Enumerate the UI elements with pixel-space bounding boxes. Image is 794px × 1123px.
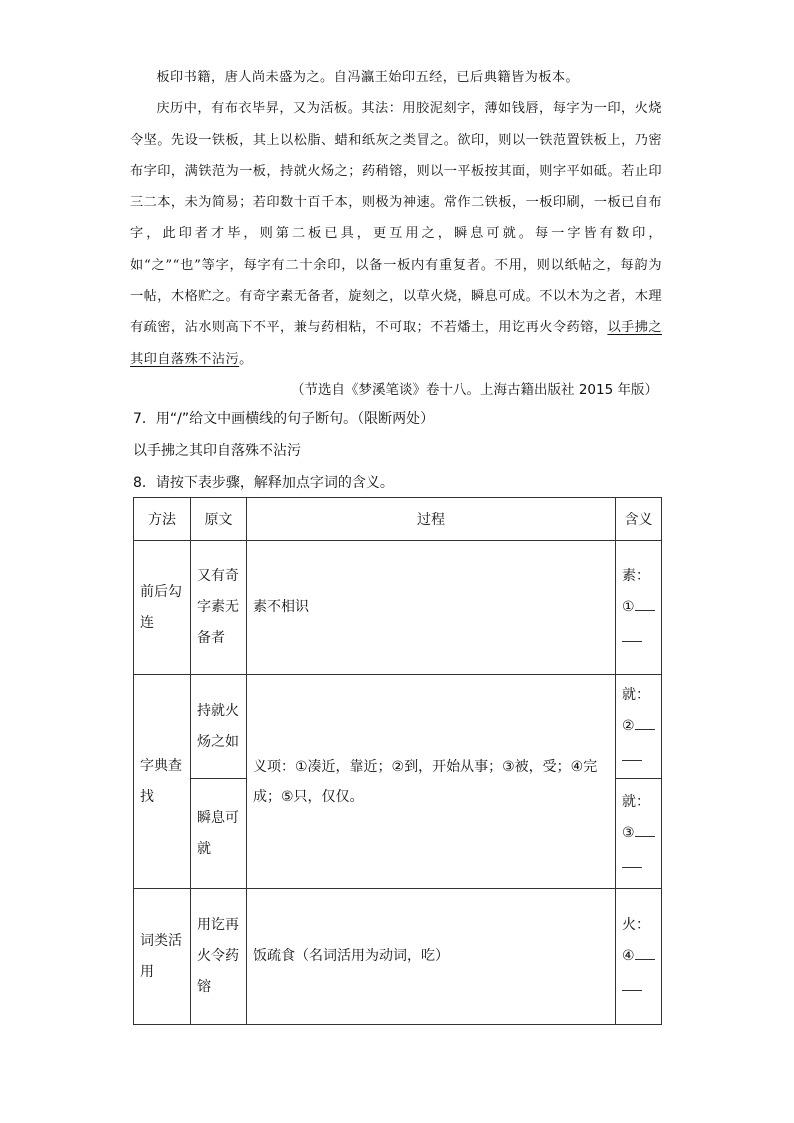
answer-number: ④: [622, 948, 635, 964]
answer-number: ③: [622, 825, 635, 841]
answer-blank-continued: [622, 978, 642, 991]
meaning-char: 火：: [622, 917, 650, 933]
passage-paragraph-1: 板印书籍，唐人尚未盛为之。自冯瀛王始印五经，已后典籍皆为板本。: [156, 70, 580, 85]
table-header-row: [134, 498, 662, 541]
method-cell: 词类活用: [134, 889, 191, 1025]
question-7-prompt: 7．用“/”给文中画横线的句子断句。（限断两处）: [133, 411, 435, 427]
original-cell: 又有奇字素无备者: [191, 541, 247, 675]
answer-blank-continued: [622, 855, 642, 868]
steps-table: [133, 497, 662, 1025]
header-meaning: 含义: [616, 498, 662, 541]
classical-passage: [130, 62, 662, 375]
process-cell: 饭疏食（名词活用为动词，吃）: [247, 889, 616, 1025]
meaning-cell: [616, 889, 662, 1025]
process-cell: 素不相识: [247, 541, 616, 675]
answer-number: ②: [622, 718, 635, 734]
table-row: [134, 675, 662, 779]
meaning-char: 就：: [622, 687, 650, 703]
method-cell: 前后勾连: [134, 541, 191, 675]
meaning-cell: [616, 779, 662, 889]
header-original: 原文: [191, 498, 247, 541]
original-cell: 持就火炀之如: [191, 675, 247, 779]
original-cell: 瞬息可就: [191, 779, 247, 889]
underlined-sentence: 以手拂之其印自落殊不沾污: [130, 320, 662, 367]
answer-blank-continued: [622, 629, 642, 642]
answer-blank[interactable]: [635, 824, 655, 837]
meaning-cell: [616, 541, 662, 675]
answer-blank[interactable]: [635, 717, 655, 730]
passage-period: 。: [239, 351, 253, 367]
source-citation: （节选自《梦溪笔谈》卷十八。上海古籍出版社 2015 年版）: [291, 382, 658, 398]
answer-blank[interactable]: [635, 947, 655, 960]
header-method: 方法: [134, 498, 191, 541]
table-row: [134, 889, 662, 1025]
original-cell: 用讫再火令药镕: [191, 889, 247, 1025]
meaning-char: 就：: [622, 794, 650, 810]
meaning-cell: [616, 675, 662, 779]
meaning-char: 素：: [622, 568, 650, 584]
question-7-sentence: 以手拂之其印自落殊不沾污: [133, 443, 301, 459]
question-8-prompt: 8．请按下表步骤，解释加点字词的含义。: [133, 475, 394, 491]
answer-blank-continued: [622, 748, 642, 761]
passage-paragraph-2: [130, 93, 662, 375]
answer-number: ①: [622, 599, 635, 615]
answer-blank[interactable]: [635, 598, 655, 611]
method-cell: 字典查找: [134, 675, 191, 889]
table-row: [134, 541, 662, 675]
header-process: 过程: [247, 498, 616, 541]
process-cell: 义项：①凑近，靠近；②到，开始从事；③被，受；④完成；⑤只，仅仅。: [247, 675, 616, 889]
passage-text: 庆历中，有布衣毕昇，又为活板。其法：用胶泥刻字，薄如钱唇，每字为一印，火烧令坚。先设一铁板，其上以松脂、蜡和纸灰之类冒之。欲印，则以一铁范置铁板上，乃密布字印，满铁范为一板，持就火炀之；药稍镕，则以一平板按其面，则字平如砥。若止印三二本，未为简易；若印数十百千本，则极为神速。常作二铁板，一板印刷，一板已自布字，此印者才毕，则第二板已具，更互用之，瞬息可就。每一字皆有数印，如“之”“也”等字，每字有二十余印，以备一板内有重复者。不用，则以纸帖之，每韵为一帖，木格贮之。有奇字素无备者，旋刻之，以草火烧，瞬息可成。不以木为之者，木理有疏密，沾水则高下不平，兼与药相粘，不可取；不若燔土，用讫再火令药镕，: [130, 101, 662, 336]
